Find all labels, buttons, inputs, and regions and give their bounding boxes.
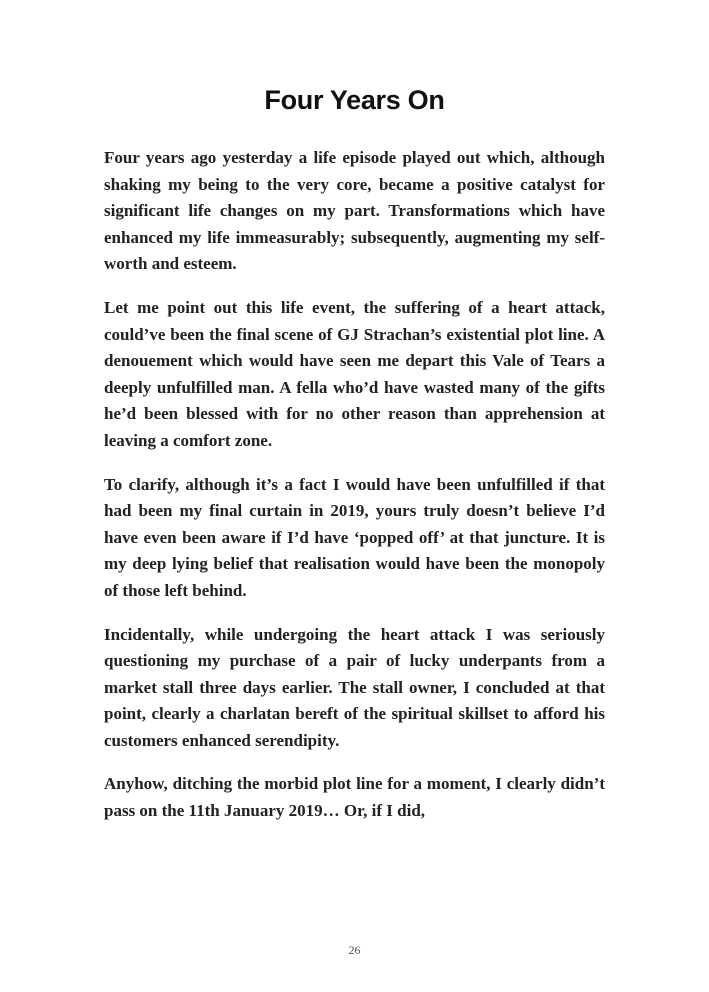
- page-number: 26: [348, 943, 361, 957]
- paragraph-2: Let me point out this life event, the suffering of a heart attack, could’ve been the final scene of GJ Strachan’s existential plot line. A denouement which would have seen me depart this Vale of Tears a deeply unfulfilled man. A fella who’d have wasted many of the gifts he’d been blessed with for no other reason than apprehension at leaving a comfort zone.: [104, 297, 605, 450]
- body-text: [104, 145, 605, 842]
- paragraph-5: Anyhow, ditching the morbid plot line for a moment, I clearly didn’t pass on the 11th January 2019… Or, if I did,: [104, 774, 605, 821]
- paragraph-1: Four years ago yesterday a life episode played out which, although shaking my being to the very core, became a positive catalyst for significant life changes on my part. Transformations which have enhanced my life immeasurably; subsequently, augmenting my self-worth and esteem.: [104, 148, 605, 274]
- paragraph-3: To clarify, although it’s a fact I would have been unfulfilled if that had been my final curtain in 2019, yours truly doesn’t believe I’d have even been aware if I’d have ‘popped off’ at that juncture. It is my deep lying belief that realisation would have been the monopoly of those left behind.: [104, 474, 605, 600]
- paragraph-4: Incidentally, while undergoing the heart attack I was seriously questioning my purchase of a pair of lucky underpants from a market stall three days earlier. The stall owner, I concluded at that point, clearly a charlatan bereft of the spiritual skillset to afford his customers enhanced serendipity.: [104, 624, 605, 750]
- page-title: Four Years On: [264, 85, 445, 115]
